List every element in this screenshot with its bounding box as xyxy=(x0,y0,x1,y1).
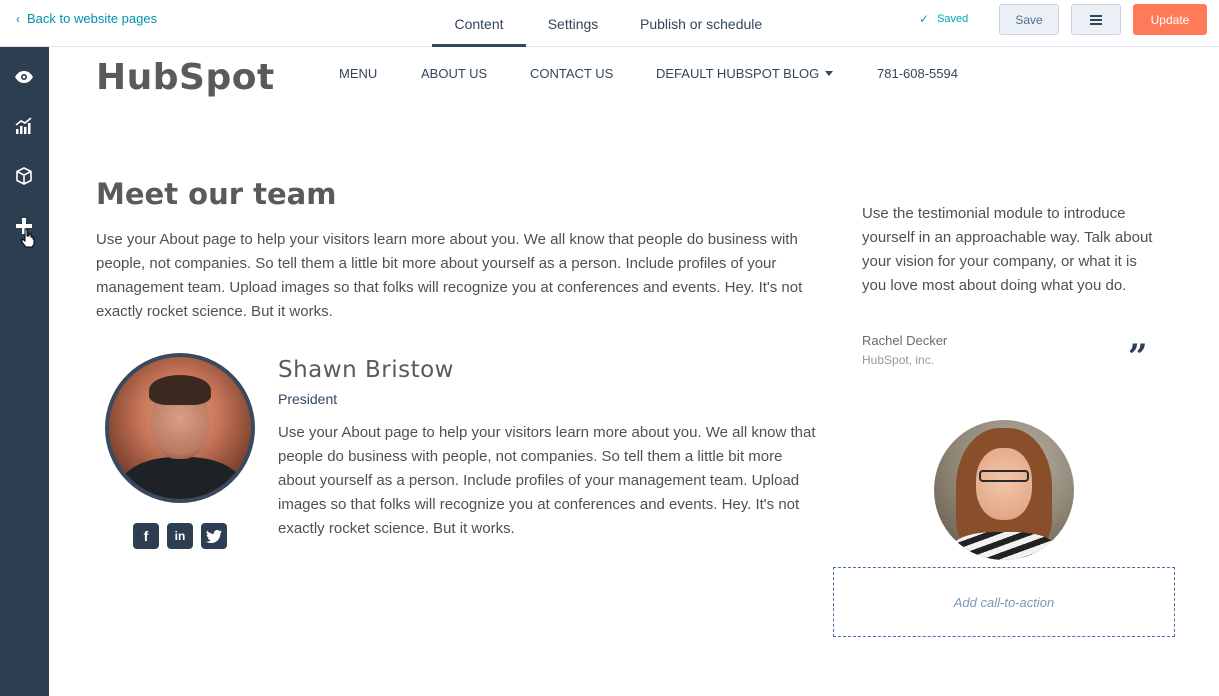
intro-text: Use your About page to help your visitors learn more about you. We all know that people do business with people, not companies. So tell them a little bit more about yourself as a person. Include profiles of your management team. Upload images so that folks will recognize you at conferences and events. Hey. It's not exactly rocket science. But it works. xyxy=(96,231,803,320)
nav-item-label: 781-608-5594 xyxy=(877,66,958,81)
add-call-to-action-placeholder[interactable] xyxy=(833,567,1175,637)
nav-item-label: ABOUT US xyxy=(421,66,488,81)
back-link-label: Back to website pages xyxy=(27,11,158,26)
linkedin-icon[interactable]: in xyxy=(167,523,193,549)
twitter-icon[interactable] xyxy=(201,523,227,549)
nav-item-blog[interactable] xyxy=(656,66,833,81)
nav-item-contact-us[interactable] xyxy=(530,66,613,81)
testimonial-company: HubSpot, inc. xyxy=(862,353,935,367)
editor-tabs xyxy=(432,0,782,47)
nav-item-label: MENU xyxy=(339,66,378,81)
analytics-chart-icon[interactable] xyxy=(12,114,36,138)
team-member-name: Shawn Bristow xyxy=(278,357,454,383)
more-actions-button[interactable] xyxy=(1071,4,1121,35)
team-member-photo xyxy=(105,353,255,503)
back-to-website-pages-link[interactable] xyxy=(16,11,157,26)
chevron-left-icon: ‹ xyxy=(16,11,20,26)
saved-status xyxy=(919,12,968,26)
cta-placeholder-label: Add call-to-action xyxy=(953,594,1055,610)
hand-pointer-cursor-icon xyxy=(20,228,36,253)
nav-item-label: CONTACT US xyxy=(530,66,614,81)
site-logo[interactable]: HubSpot xyxy=(96,57,275,98)
team-member-role: President xyxy=(278,391,338,407)
save-button[interactable]: Save xyxy=(999,4,1059,35)
checkmark-icon: ✓ xyxy=(919,12,930,26)
nav-item-label: DEFAULT HUBSPOT BLOG xyxy=(656,66,820,81)
hamburger-menu-icon xyxy=(1090,15,1102,25)
tab-content[interactable] xyxy=(432,0,526,47)
editor-top-bar xyxy=(0,0,1219,47)
editor-sidebar xyxy=(0,47,49,696)
testimonial-text: Use the testimonial module to introduce yourself in an approachable way. Talk about your vision for your company, or what it is you love most about doing what you do. xyxy=(862,205,1153,294)
team-member-bio: Use your About page to help your visitors learn more about you. We all know that people do business with people, not companies. So tell them a little bit more about yourself as a person. Include profiles of your management team. Upload images so that folks will recognize you at conferences and events. Hey. It's not exactly rocket science. But it works. xyxy=(278,424,816,537)
caret-down-icon xyxy=(825,71,833,76)
update-button[interactable]: Update xyxy=(1133,4,1207,35)
tab-publish-label: Publish or schedule xyxy=(640,15,763,32)
nav-item-about-us[interactable] xyxy=(421,66,487,81)
eye-icon[interactable] xyxy=(12,65,36,89)
facebook-icon[interactable]: f xyxy=(133,523,159,549)
tab-content-label: Content xyxy=(454,15,504,32)
nav-item-phone[interactable] xyxy=(877,66,958,81)
page-title: Meet our team xyxy=(96,177,337,211)
testimonial-author-photo xyxy=(934,420,1074,560)
nav-item-menu[interactable] xyxy=(339,66,377,81)
social-links xyxy=(133,523,227,549)
tab-settings[interactable] xyxy=(526,0,620,47)
tab-settings-label: Settings xyxy=(547,15,599,32)
quote-icon: ” xyxy=(1128,337,1148,377)
testimonial-author: Rachel Decker xyxy=(862,333,948,348)
tab-publish-or-schedule[interactable] xyxy=(620,0,782,47)
cube-icon[interactable] xyxy=(12,164,36,188)
saved-status-label: Saved xyxy=(937,13,969,25)
